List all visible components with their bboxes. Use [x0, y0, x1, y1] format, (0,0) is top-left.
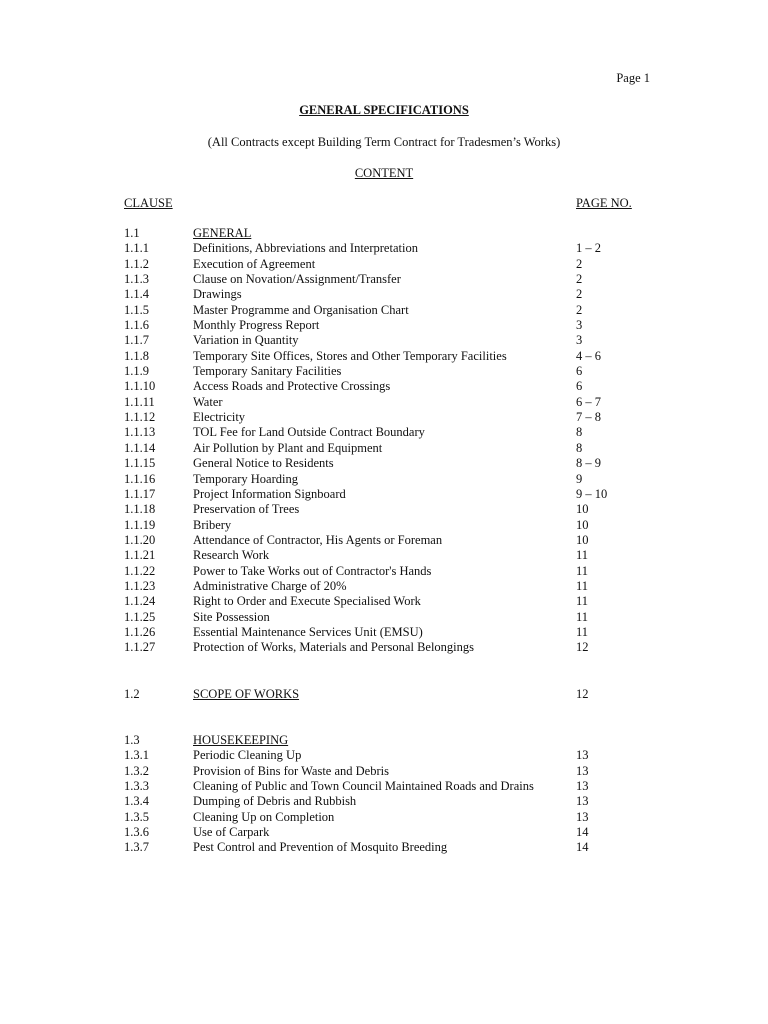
clause-number: 1.1.19 — [124, 517, 156, 532]
clause-title: Cleaning of Public and Town Council Maintained Roads and Drains — [193, 779, 534, 794]
clause-page: 11 — [576, 609, 589, 624]
clause-number: 1.1.17 — [124, 486, 156, 501]
clause-number: 1.3.6 — [124, 825, 149, 840]
clause-row — [124, 241, 664, 256]
clause-number: 1.1.18 — [124, 502, 156, 517]
clause-number: 1.3.3 — [124, 779, 149, 794]
clause-title: General Notice to Residents — [193, 456, 334, 471]
clause-row — [124, 333, 664, 348]
clause-number: 1.3.2 — [124, 763, 149, 778]
clause-row — [124, 502, 664, 517]
section-heading-row — [124, 733, 664, 748]
clause-title: Dumping of Debris and Rubbish — [193, 794, 357, 809]
clause-number: 1.1.27 — [124, 640, 156, 655]
clause-title: Protection of Works, Materials and Personal Belongings — [193, 640, 475, 655]
clause-page: 8 — [576, 425, 583, 440]
content-heading: CONTENT — [354, 166, 414, 180]
section-page: 12 — [576, 687, 589, 701]
clause-page: 13 — [576, 779, 589, 794]
document-title: GENERAL SPECIFICATIONS — [299, 103, 469, 117]
clause-row — [124, 810, 664, 825]
clause-title: Variation in Quantity — [193, 333, 299, 348]
clause-title: Pest Control and Prevention of Mosquito Breeding — [193, 840, 448, 855]
clause-page: 10 — [576, 517, 589, 532]
clause-title: Provision of Bins for Waste and Debris — [193, 763, 389, 778]
section-number: 1.3 — [124, 733, 140, 747]
clause-row — [124, 441, 664, 456]
clause-page: 10 — [576, 502, 589, 517]
clause-page: 13 — [576, 748, 589, 763]
clause-page: 13 — [576, 763, 589, 778]
clause-page: 4 – 6 — [576, 348, 601, 363]
clause-number: 1.1.2 — [124, 256, 149, 271]
section-housekeeping — [124, 733, 664, 856]
clause-row — [124, 794, 664, 809]
clause-number: 1.1.21 — [124, 548, 156, 563]
clause-title: Administrative Charge of 20% — [193, 578, 347, 593]
clause-row — [124, 748, 664, 763]
clause-title: Preservation of Trees — [193, 502, 300, 517]
section-heading-row — [124, 226, 664, 241]
clause-row — [124, 425, 664, 440]
section-heading-row — [124, 687, 664, 702]
clause-row — [124, 518, 664, 533]
clause-row — [124, 287, 664, 302]
document-subtitle: (All Contracts except Building Term Contract for Tradesmen’s Works) — [207, 135, 561, 149]
clause-row — [124, 533, 664, 548]
clause-page: 9 – 10 — [576, 486, 608, 501]
clause-page: 10 — [576, 532, 589, 547]
section-heading: HOUSEKEEPING — [193, 733, 289, 747]
clause-row — [124, 825, 664, 840]
clause-number: 1.1.26 — [124, 624, 156, 639]
clause-row — [124, 564, 664, 579]
page-number: Page 1 — [616, 71, 650, 85]
clause-page: 11 — [576, 624, 589, 639]
clause-row — [124, 303, 664, 318]
clause-page: 9 — [576, 471, 583, 486]
clause-title: Right to Order and Execute Specialised Work — [193, 594, 421, 609]
clause-number: 1.1.20 — [124, 532, 156, 547]
page-no-column-header: PAGE NO. — [576, 196, 632, 210]
clause-row — [124, 472, 664, 487]
clause-title: Site Possession — [193, 609, 270, 624]
clause-page: 11 — [576, 578, 589, 593]
clause-number: 1.1.6 — [124, 318, 149, 333]
clause-title: Definitions, Abbreviations and Interpretation — [193, 241, 418, 256]
clause-row — [124, 456, 664, 471]
clause-row — [124, 610, 664, 625]
clause-row — [124, 395, 664, 410]
clause-number: 1.1.22 — [124, 563, 156, 578]
clause-title: Cleaning Up on Completion — [193, 809, 335, 824]
clause-title: Access Roads and Protective Crossings — [193, 379, 391, 394]
clause-number: 1.1.8 — [124, 348, 149, 363]
clause-page: 12 — [576, 640, 589, 655]
clause-number: 1.1.25 — [124, 609, 156, 624]
clause-number: 1.1.15 — [124, 456, 156, 471]
clause-page: 6 — [576, 379, 583, 394]
clause-page: 2 — [576, 302, 583, 317]
clause-page: 13 — [576, 794, 589, 809]
clause-page: 11 — [576, 563, 589, 578]
section-number: 1.1 — [124, 226, 140, 240]
clause-number: 1.3.5 — [124, 809, 149, 824]
clause-title: Electricity — [193, 410, 246, 425]
clause-title: Air Pollution by Plant and Equipment — [193, 440, 383, 455]
clause-row — [124, 840, 664, 855]
clause-page: 8 — [576, 440, 583, 455]
clause-page: 7 – 8 — [576, 410, 601, 425]
clause-title: Essential Maintenance Services Unit (EMSU) — [193, 624, 423, 639]
clause-row — [124, 548, 664, 563]
clause-number: 1.1.12 — [124, 410, 156, 425]
clause-page: 14 — [576, 840, 589, 855]
clause-number: 1.1.24 — [124, 594, 156, 609]
clause-row — [124, 318, 664, 333]
clause-title: Execution of Agreement — [193, 256, 316, 271]
clause-column-header: CLAUSE — [124, 196, 173, 210]
clause-number: 1.1.4 — [124, 287, 149, 302]
clause-number: 1.1.11 — [124, 394, 155, 409]
clause-row — [124, 410, 664, 425]
clause-number: 1.1.23 — [124, 578, 156, 593]
clause-title: Project Information Signboard — [193, 486, 346, 501]
clause-page: 14 — [576, 825, 589, 840]
clause-page: 11 — [576, 594, 589, 609]
clause-number: 1.1.3 — [124, 272, 149, 287]
clause-title: Attendance of Contractor, His Agents or Foreman — [193, 532, 443, 547]
section-number: 1.2 — [124, 687, 140, 701]
clause-number: 1.1.5 — [124, 302, 149, 317]
clause-title: Clause on Novation/Assignment/Transfer — [193, 272, 401, 287]
clause-title: Periodic Cleaning Up — [193, 748, 302, 763]
clause-title: Bribery — [193, 517, 232, 532]
clause-page: 6 — [576, 364, 583, 379]
clause-row — [124, 257, 664, 272]
clause-title: Master Programme and Organisation Chart — [193, 302, 409, 317]
section-general — [124, 226, 664, 656]
clause-number: 1.1.1 — [124, 241, 149, 256]
clause-row — [124, 272, 664, 287]
section-scope-of-works — [124, 687, 664, 702]
section-heading: GENERAL — [193, 226, 252, 240]
clause-page: 13 — [576, 809, 589, 824]
clause-number: 1.1.9 — [124, 364, 149, 379]
clause-number: 1.1.16 — [124, 471, 156, 486]
clause-row — [124, 779, 664, 794]
clause-title: Water — [193, 394, 223, 409]
clause-title: Power to Take Works out of Contractor's Hands — [193, 563, 432, 578]
clause-page: 2 — [576, 272, 583, 287]
clause-row — [124, 594, 664, 609]
clause-title: Temporary Sanitary Facilities — [193, 364, 342, 379]
clause-page: 3 — [576, 318, 583, 333]
section-heading: SCOPE OF WORKS — [193, 687, 300, 701]
clause-page: 2 — [576, 256, 583, 271]
clause-row — [124, 764, 664, 779]
clause-number: 1.1.14 — [124, 440, 156, 455]
clause-number: 1.1.10 — [124, 379, 156, 394]
clause-page: 11 — [576, 548, 589, 563]
clause-title: Temporary Site Offices, Stores and Other Temporary Facilities — [193, 348, 507, 363]
clause-row — [124, 625, 664, 640]
clause-row — [124, 379, 664, 394]
clause-page: 3 — [576, 333, 583, 348]
clause-number: 1.1.7 — [124, 333, 149, 348]
clause-page: 8 – 9 — [576, 456, 601, 471]
clause-title: Drawings — [193, 287, 242, 302]
clause-page: 6 – 7 — [576, 394, 601, 409]
clause-row — [124, 349, 664, 364]
clause-row — [124, 487, 664, 502]
clause-row — [124, 579, 664, 594]
clause-number: 1.1.13 — [124, 425, 156, 440]
clause-title: Temporary Hoarding — [193, 471, 298, 486]
clause-title: Monthly Progress Report — [193, 318, 320, 333]
clause-number: 1.3.1 — [124, 748, 149, 763]
clause-row — [124, 364, 664, 379]
clause-title: Research Work — [193, 548, 270, 563]
clause-page: 2 — [576, 287, 583, 302]
clause-page: 1 – 2 — [576, 241, 601, 256]
clause-number: 1.3.7 — [124, 840, 149, 855]
clause-title: Use of Carpark — [193, 825, 270, 840]
clause-number: 1.3.4 — [124, 794, 149, 809]
clause-row — [124, 640, 664, 655]
clause-title: TOL Fee for Land Outside Contract Boundary — [193, 425, 425, 440]
